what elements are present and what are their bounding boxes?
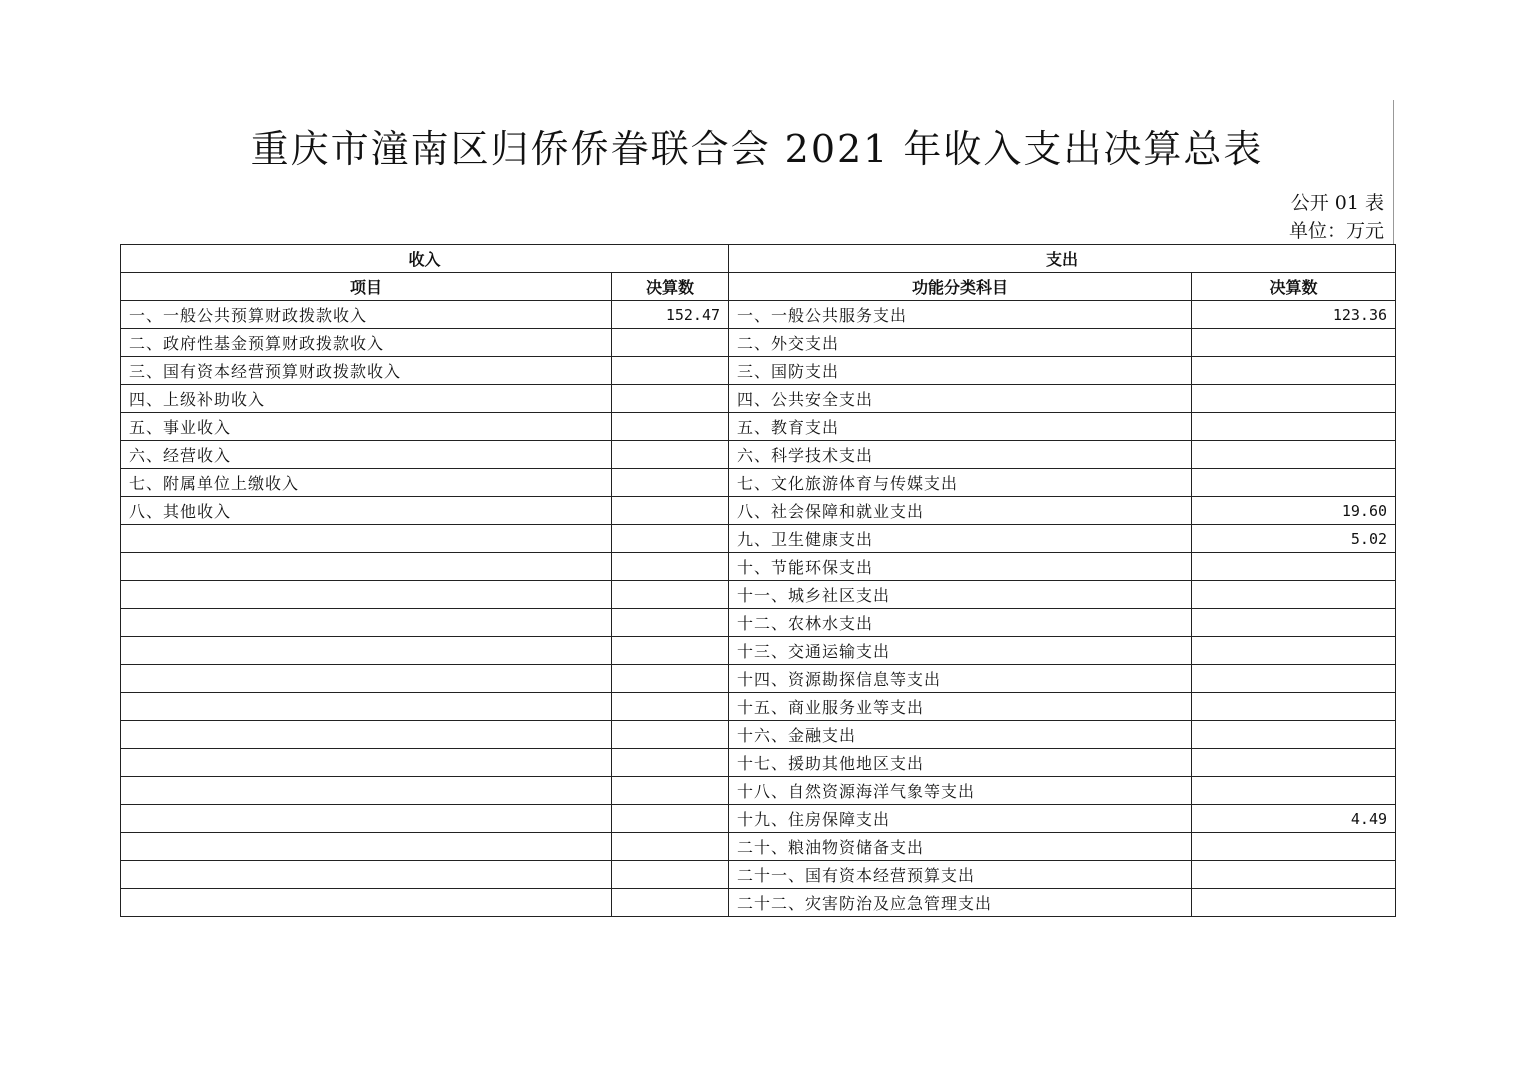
section-header-row xyxy=(121,245,1396,273)
expense-item-cell: 十八、自然资源海洋气象等支出 xyxy=(729,777,1192,805)
expense-item-cell: 三、国防支出 xyxy=(729,357,1192,385)
expense-item-cell: 二、外交支出 xyxy=(729,329,1192,357)
income-amount-cell xyxy=(612,749,729,777)
income-item-cell xyxy=(121,581,612,609)
income-item-cell xyxy=(121,637,612,665)
expense-amount-cell xyxy=(1192,329,1396,357)
income-item-cell xyxy=(121,665,612,693)
income-item-cell xyxy=(121,889,612,917)
income-item-cell xyxy=(121,525,612,553)
table-row xyxy=(121,721,1396,749)
table-row xyxy=(121,525,1396,553)
page-title: 重庆市潼南区归侨侨眷联合会 2021 年收入支出决算总表 xyxy=(250,127,1264,171)
table-row xyxy=(121,413,1396,441)
income-amount-cell xyxy=(612,665,729,693)
expense-amount-cell xyxy=(1192,665,1396,693)
column-header-row xyxy=(121,273,1396,301)
table-row xyxy=(121,805,1396,833)
expense-amount-cell xyxy=(1192,749,1396,777)
expense-item-cell: 六、科学技术支出 xyxy=(729,441,1192,469)
income-item-cell xyxy=(121,553,612,581)
income-amount-cell xyxy=(612,889,729,917)
expense-amount-cell xyxy=(1192,385,1396,413)
income-amount-cell xyxy=(612,413,729,441)
table-code: 公开 01 表 xyxy=(1290,192,1384,214)
income-item-header: 项目 xyxy=(121,273,612,301)
table-row xyxy=(121,665,1396,693)
expense-item-cell: 七、文化旅游体育与传媒支出 xyxy=(729,469,1192,497)
expense-item-cell: 十七、援助其他地区支出 xyxy=(729,749,1192,777)
expense-section-header: 支出 xyxy=(729,245,1396,273)
unit-label: 单位：万元 xyxy=(1288,220,1384,242)
income-item-cell xyxy=(121,833,612,861)
expense-amount-cell xyxy=(1192,693,1396,721)
income-item-cell xyxy=(121,721,612,749)
income-amount-cell xyxy=(612,581,729,609)
expense-amount-cell xyxy=(1192,357,1396,385)
table-row xyxy=(121,497,1396,525)
expense-amount-cell xyxy=(1192,721,1396,749)
income-item-cell xyxy=(121,805,612,833)
expense-item-cell: 二十一、国有资本经营预算支出 xyxy=(729,861,1192,889)
table-row xyxy=(121,441,1396,469)
income-item-cell: 六、经营收入 xyxy=(121,441,612,469)
income-amount-cell xyxy=(612,721,729,749)
expense-amount-cell xyxy=(1192,553,1396,581)
income-item-cell: 一、一般公共预算财政拨款收入 xyxy=(121,301,612,329)
expense-amount-cell xyxy=(1192,413,1396,441)
expense-amount-cell xyxy=(1192,609,1396,637)
table-row xyxy=(121,301,1396,329)
income-item-cell xyxy=(121,693,612,721)
income-amount-cell xyxy=(612,469,729,497)
table-row xyxy=(121,581,1396,609)
expense-item-cell: 一、一般公共服务支出 xyxy=(729,301,1192,329)
expense-amount-cell xyxy=(1192,581,1396,609)
expense-item-cell: 十四、资源勘探信息等支出 xyxy=(729,665,1192,693)
expense-amount-cell xyxy=(1192,469,1396,497)
table-row xyxy=(121,385,1396,413)
income-item-cell xyxy=(121,777,612,805)
table-row xyxy=(121,833,1396,861)
expense-amount-cell xyxy=(1192,637,1396,665)
expense-amount-cell xyxy=(1192,889,1396,917)
income-amount-cell xyxy=(612,497,729,525)
table-row xyxy=(121,637,1396,665)
expense-item-cell: 十五、商业服务业等支出 xyxy=(729,693,1192,721)
income-amount-cell xyxy=(612,609,729,637)
income-item-cell: 五、事业收入 xyxy=(121,413,612,441)
income-amount-cell xyxy=(612,805,729,833)
table-row xyxy=(121,749,1396,777)
income-item-cell xyxy=(121,609,612,637)
expense-amount-cell: 19.60 xyxy=(1192,497,1396,525)
budget-table xyxy=(120,244,1396,917)
expense-item-cell: 五、教育支出 xyxy=(729,413,1192,441)
income-item-cell xyxy=(121,749,612,777)
income-item-cell: 二、政府性基金预算财政拨款收入 xyxy=(121,329,612,357)
table-row xyxy=(121,357,1396,385)
expense-amount-cell: 4.49 xyxy=(1192,805,1396,833)
expense-item-cell: 十三、交通运输支出 xyxy=(729,637,1192,665)
table-row xyxy=(121,329,1396,357)
table-row xyxy=(121,861,1396,889)
expense-item-cell: 九、卫生健康支出 xyxy=(729,525,1192,553)
table-body xyxy=(121,301,1396,917)
table-row xyxy=(121,469,1396,497)
expense-amount-cell: 123.36 xyxy=(1192,301,1396,329)
income-amount-cell: 152.47 xyxy=(612,301,729,329)
expense-amount-cell xyxy=(1192,777,1396,805)
expense-item-cell: 二十、粮油物资储备支出 xyxy=(729,833,1192,861)
expense-amount-cell: 5.02 xyxy=(1192,525,1396,553)
income-item-cell: 三、国有资本经营预算财政拨款收入 xyxy=(121,357,612,385)
expense-item-cell: 十、节能环保支出 xyxy=(729,553,1192,581)
income-amount-cell xyxy=(612,777,729,805)
expense-item-cell: 四、公共安全支出 xyxy=(729,385,1192,413)
table-row xyxy=(121,889,1396,917)
income-section-header: 收入 xyxy=(121,245,729,273)
income-item-cell: 七、附属单位上缴收入 xyxy=(121,469,612,497)
expense-item-cell: 二十二、灾害防治及应急管理支出 xyxy=(729,889,1192,917)
income-amount-cell xyxy=(612,833,729,861)
income-item-cell xyxy=(121,861,612,889)
income-item-cell: 八、其他收入 xyxy=(121,497,612,525)
expense-amount-cell xyxy=(1192,833,1396,861)
income-amount-cell xyxy=(612,861,729,889)
income-amount-cell xyxy=(612,329,729,357)
table-row xyxy=(121,609,1396,637)
income-amount-cell xyxy=(612,525,729,553)
income-item-cell: 四、上级补助收入 xyxy=(121,385,612,413)
income-amount-cell xyxy=(612,693,729,721)
expense-item-cell: 八、社会保障和就业支出 xyxy=(729,497,1192,525)
table-row xyxy=(121,553,1396,581)
expense-amount-header: 决算数 xyxy=(1192,273,1396,301)
expense-amount-cell xyxy=(1192,861,1396,889)
table-row xyxy=(121,777,1396,805)
income-amount-header: 决算数 xyxy=(612,273,729,301)
income-amount-cell xyxy=(612,441,729,469)
expense-amount-cell xyxy=(1192,441,1396,469)
expense-item-header: 功能分类科目 xyxy=(729,273,1192,301)
income-amount-cell xyxy=(612,637,729,665)
expense-item-cell: 十九、住房保障支出 xyxy=(729,805,1192,833)
expense-item-cell: 十六、金融支出 xyxy=(729,721,1192,749)
income-amount-cell xyxy=(612,357,729,385)
expense-item-cell: 十一、城乡社区支出 xyxy=(729,581,1192,609)
expense-item-cell: 十二、农林水支出 xyxy=(729,609,1192,637)
income-amount-cell xyxy=(612,553,729,581)
table-row xyxy=(121,693,1396,721)
income-amount-cell xyxy=(612,385,729,413)
